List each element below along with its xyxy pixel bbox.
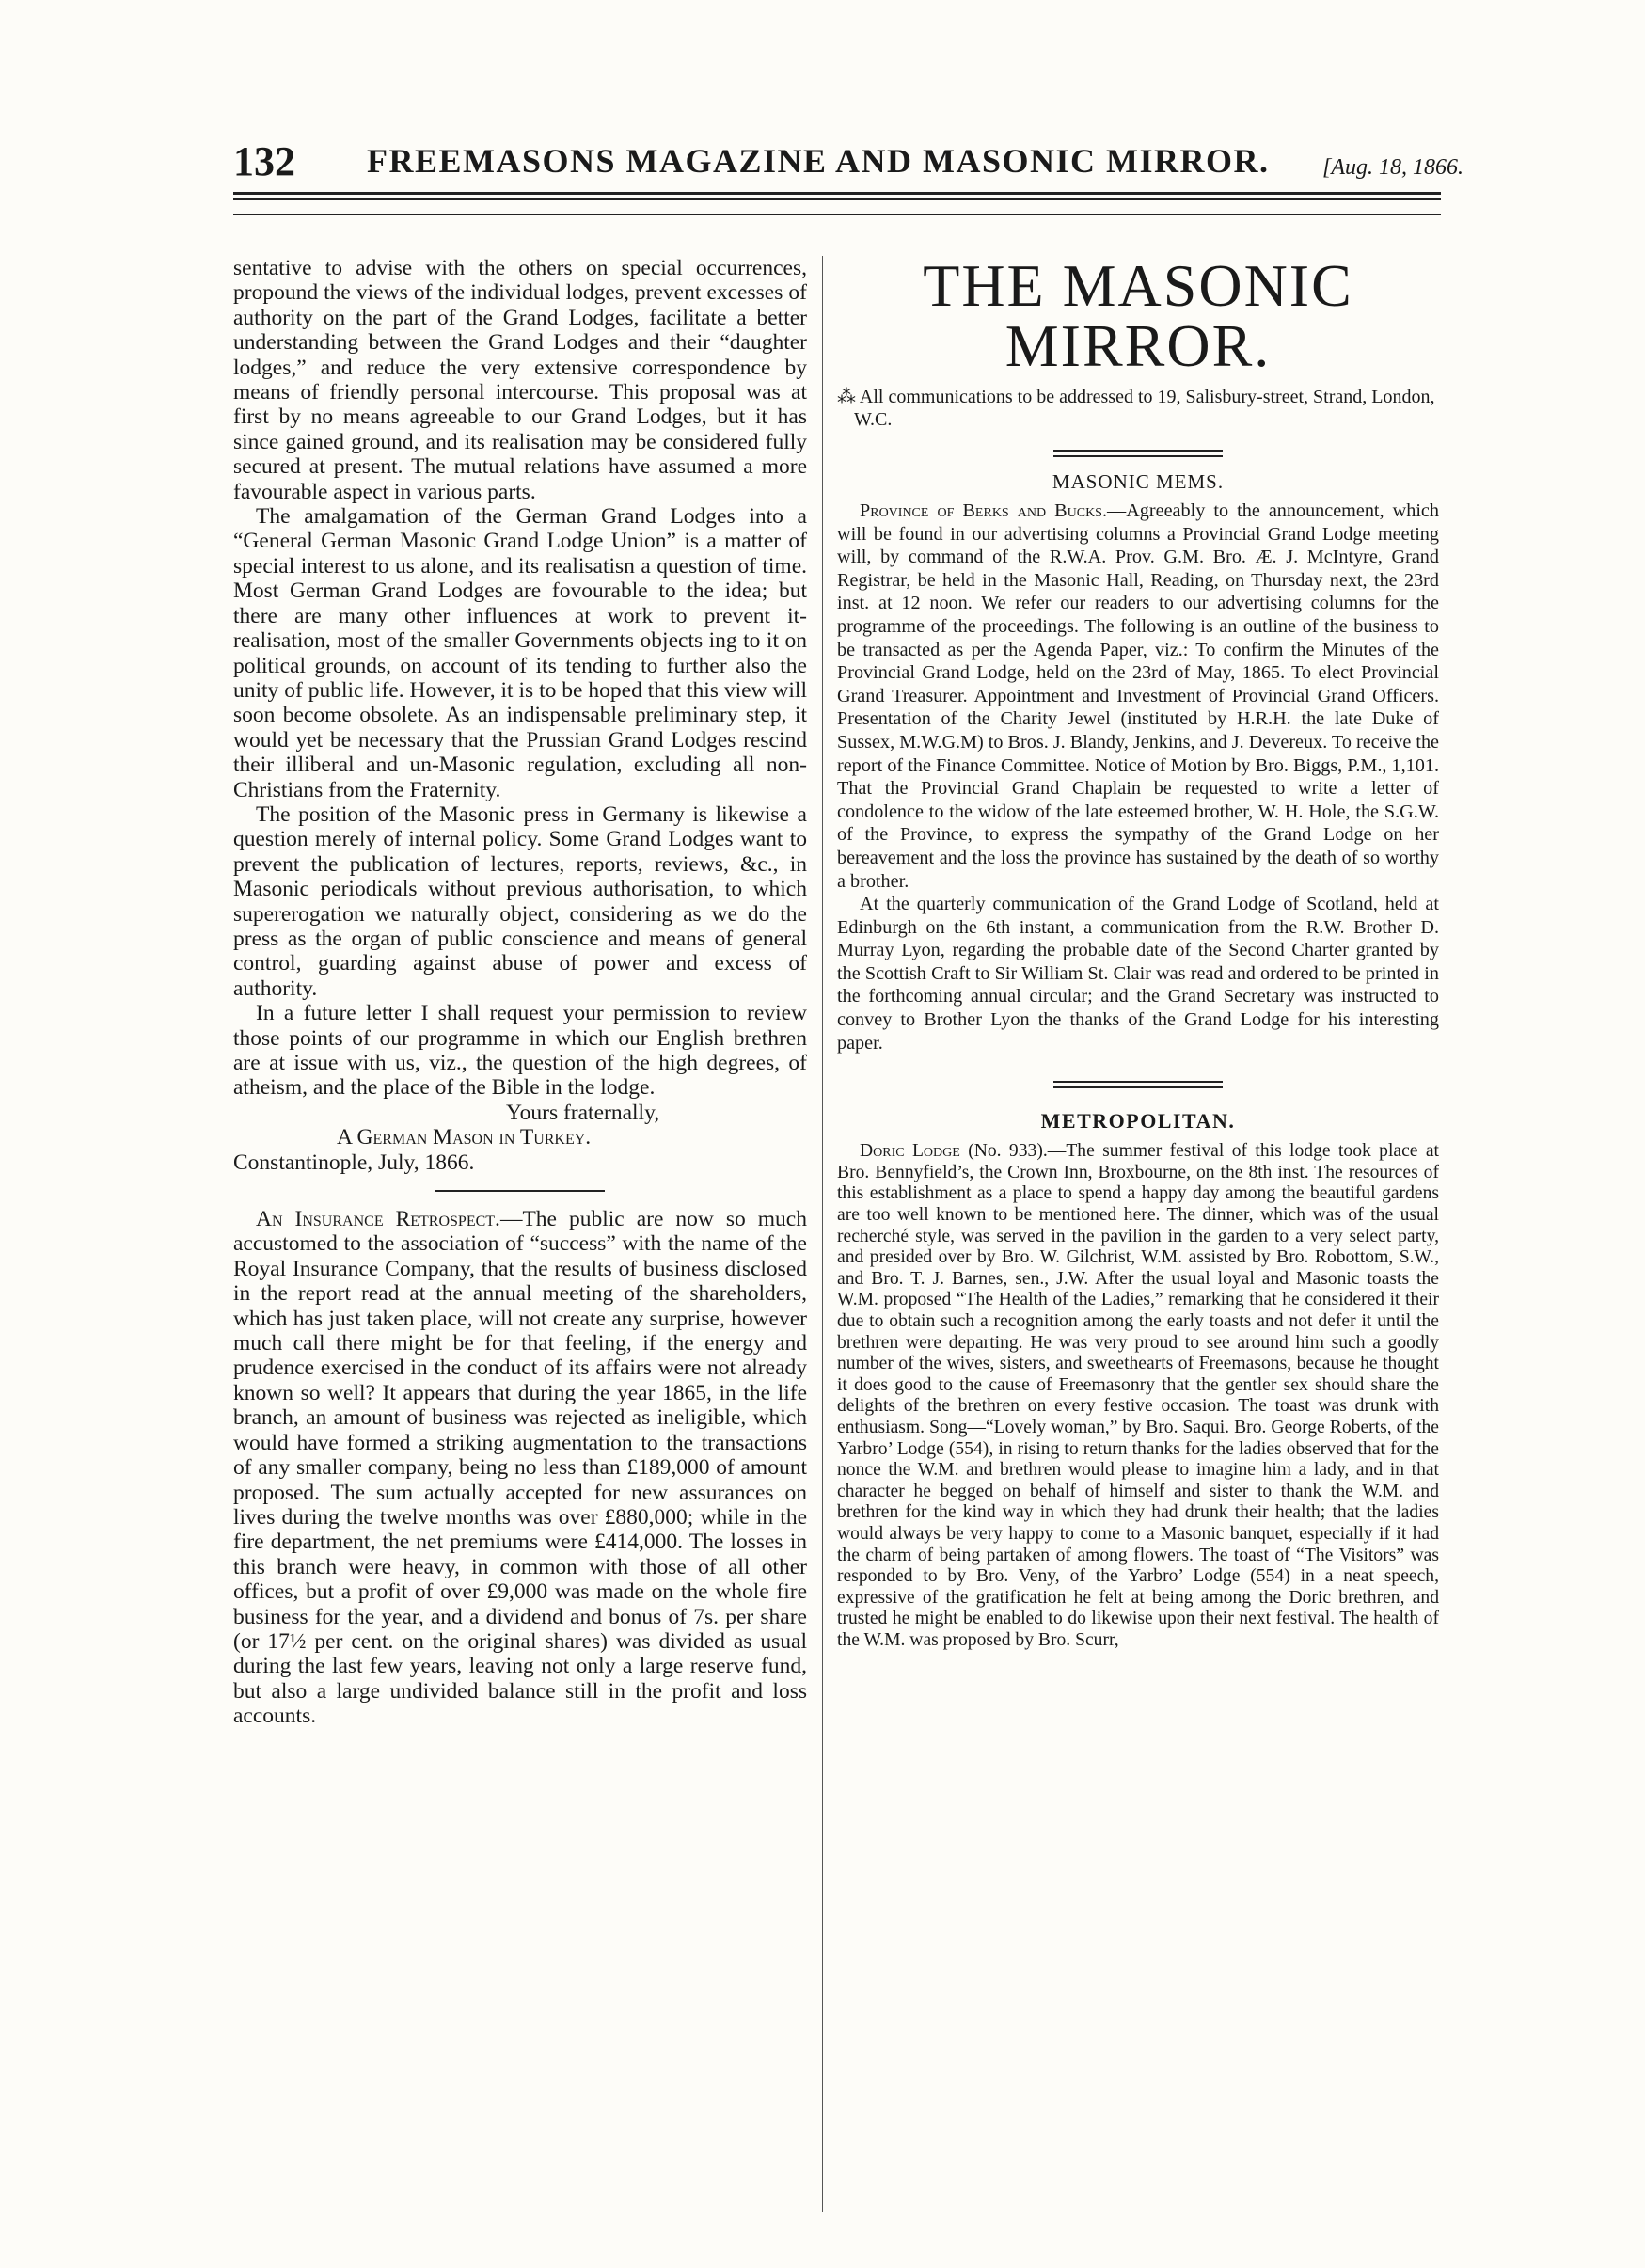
mems-text: —Agreeably to the announcement, which will be found in our advertising columns a Provincial Grand Lodge meeting will, by command of the R.W.A. Prov. G.M. Bro. Æ. J. McIntyre, Grand Registrar, be held in the Masonic Hall, Reading, on Thursday next, the 23rd inst. at 12 noon. We refer our readers to our advertising columns for the programme of the proceedings. The following is an outline of the business to be transacted as per the Agenda Paper, viz.: To confirm the Minutes of the Provincial Grand Lodge, held on the 23rd of May, 1865. To elect Provincial Grand Treasurer. Appointment and Investment of Provincial Grand Officers. Presentation of the Charity Jewel (instituted by H.R.H. the late Duke of Sussex, M.W.G.M) to Bros. J. Blandy, Jenkins, and J. Devereux. To receive the report of the Finance Committee. Notice of Motion by Bro. Biggs, P.M., 1,101. That the Provincial Grand Chaplain be requested to write a letter of condolence to the widow of the late esteemed brother, W. H. Hole, the S.G.W. of the Province, to express the sympathy of the Grand Lodge on her bereavement and the loss the province has sustained by the death of so worthy a brother. [837, 500, 1439, 892]
mems-paragraph [837, 500, 1439, 893]
header-rule-thin [233, 214, 1441, 215]
insurance-lead: An Insurance Retrospect. [256, 1207, 500, 1232]
letter-closing: Yours fraternally, [506, 1100, 660, 1125]
section-divider [435, 1190, 605, 1192]
letter-paragraph: The position of the Masonic press in Germany is likewise a question merely of internal policy. Some Grand Lodges want to prevent the publication of lectures, reports, reviews, &c., in Masonic periodicals without previous authorisation, to which supererogation we naturally object, considering as we do the press as the organ of public conscience and means of general control, guarding against abuse of power and excess of authority. [233, 801, 807, 1001]
masonic-mirror-title: THE MASONIC MIRROR. [923, 252, 1353, 379]
mems-lead: Province of Berks and Bucks. [860, 500, 1108, 521]
letter-signature: A German Mason in Turkey. [337, 1125, 592, 1150]
header-rule-bottom [233, 198, 1441, 200]
magazine-title: FREEMASONS MAGAZINE AND MASONIC MIRROR. [367, 142, 1270, 180]
letter-paragraph: In a future letter I shall request your permission to review those points of our programme in which our English brethren are at issue with us, viz., the question of the high degrees, of atheism, and the place of the Bible in the lodge. [233, 1001, 807, 1101]
page-number: 132 [233, 138, 295, 184]
column-divider [822, 256, 823, 2212]
issue-date: [Aug. 18, 1866. [1322, 155, 1463, 180]
header-rule-top [233, 192, 1441, 195]
left-column [233, 256, 807, 1729]
masonic-mems-heading: MASONIC MEMS. [1052, 470, 1225, 493]
metro-lead: Doric Lodge [860, 1141, 960, 1162]
metro-text: (No. 933).—The summer festival of this lodge took place at Bro. Bennyfield’s, the Crown Inn, Broxbourne, on the 8th inst. The resources of this establishment as a place to spend a happy day among the beautiful gardens are too well known to be mentioned here. The dinner, which was of the usual recherché style, was served in the pavilion in the garden to a very select party, and presided over by Bro. W. Gilchrist, W.M. assisted by Bro. Robottom, S.W., and Bro. T. J. Barnes, sen., J.W. After the usual loyal and Masonic toasts the W.M. proposed “The Health of the Ladies,” remarking that he considered it their due to obtain such a recognition among the early toasts and not defer it until the brethren were departing. He was very proud to see around him such a goodly number of the wives, sisters, and sweethearts of Freemasons, because he thought it does good to the cause of Freemasonry that the gentler sex should share the delights of the brethren on every festive occasion. The toast was drunk with enthusiasm. Song—“Lovely woman,” by Bro. Saqui. Bro. George Roberts, of the Yarbro’ Lodge (554), in rising to return thanks for the ladies observed that for the nonce the W.M. and brethren would please to imagine him a lady, and in that character he begged on behalf of himself and sister to thank the W.M. and brethren for the kind way in which they had drunk their health; that the ladies would always be very happy to come to a Masonic banquet, especially if it had the charm of being partaken of among flowers. The toast of “The Visitors” was responded to by Bro. Veny, of the Yarbro’ Lodge (554) in a neat speech, expressive of the gratification he felt at being among the Doric brethren, and trusted he might be enabled to do likewise upon their next festival. The health of the W.M. was proposed by Bro. Scurr, [837, 1141, 1439, 1650]
metropolitan-section [837, 1141, 1439, 1651]
address-note: ⁂ All communications to be addressed to 19, Salisbury-street, Strand, London, W.C. [837, 387, 1435, 430]
metro-paragraph [837, 1141, 1439, 1651]
letter-paragraph: sentative to advise with the others on special occurrences, propound the views of the individual lodges, prevent excesses of authority on the part of the Grand Lodges, facilitate a better understanding between the Grand Lodges and their “daughter lodges,” and reduce the very extensive correspondence by means of friendly personal intercourse. This proposal was at first by no means agreeable to our Grand Lodges, but it has since gained ground, and its realisation may be considered fully secured at present. The mutual relations have assumed a more favourable aspect in various parts. [233, 256, 807, 504]
metropolitan-heading: METROPOLITAN. [1040, 1109, 1236, 1134]
section-divider [1053, 450, 1223, 457]
section-divider [1053, 1081, 1223, 1088]
insurance-paragraph [233, 1207, 807, 1729]
letter-paragraph: The amalgamation of the German Grand Lodges into a “General German Masonic Grand Lodge Union” is a matter of special interest to us alone, and its realisatisn a question of time. Most German Grand Lodges are fovourable to the idea; but there are many other influences at work to prevent it- realisation, most of the smaller Governments objects ing to it on political grounds, on account of its tending to further also the unity of public life. However, it is to be hoped that this view will soon become obsolete. As an indispensable preliminary step, it would yet be necessary that the Prussian Grand Lodges rescind their illiberal and un-Masonic regulation, excluding all non-Christians from the Fraternity. [233, 504, 807, 802]
letter-place-date: Constantinople, July, 1866. [233, 1150, 475, 1175]
insurance-text: —The public are now so much accustomed to the association of “success” with the name of the Royal Insurance Company, that the results of business disclosed in the report read at the annual meeting of the shareholders, which has just taken place, will not create any surprise, however much call there might be for that feeling, if the energy and prudence exercised in the conduct of its affairs were not already known so well? It appears that during the year 1865, in the life branch, an amount of business was rejected as ineligible, which would have formed a striking augmentation to the transactions of any smaller company, being no less than £189,000 of amount proposed. The sum actually accepted for new assurances on lives during the twelve months was over £880,000; while in the fire department, the net premiums were £414,000. The losses in this branch were heavy, in common with those of all other offices, but a profit of over £9,000 was made on the whole fire business for the year, and a dividend and bonus of 7s. per share (or 17½ per cent. on the original shares) was divided as usual during the last few years, leaving not only a large reserve fund, but also a large undivided balance still in the profit and loss accounts. [233, 1207, 807, 1729]
right-column [837, 252, 1439, 1652]
letter-signoff [233, 1101, 807, 1175]
mems-paragraph: At the quarterly communication of the Grand Lodge of Scotland, held at Edinburgh on the 6th instant, a communication from the R.W. Brother D. Murray Lyon, regarding the probable date of the Second Charter granted by the Scottish Craft to Sir William St. Clair was read and ordered to be printed in the forthcoming annual circular; and the Grand Secretary was instructed to convey to Brother Lyon the thanks of the Grand Lodge for his interesting paper. [837, 894, 1439, 1054]
